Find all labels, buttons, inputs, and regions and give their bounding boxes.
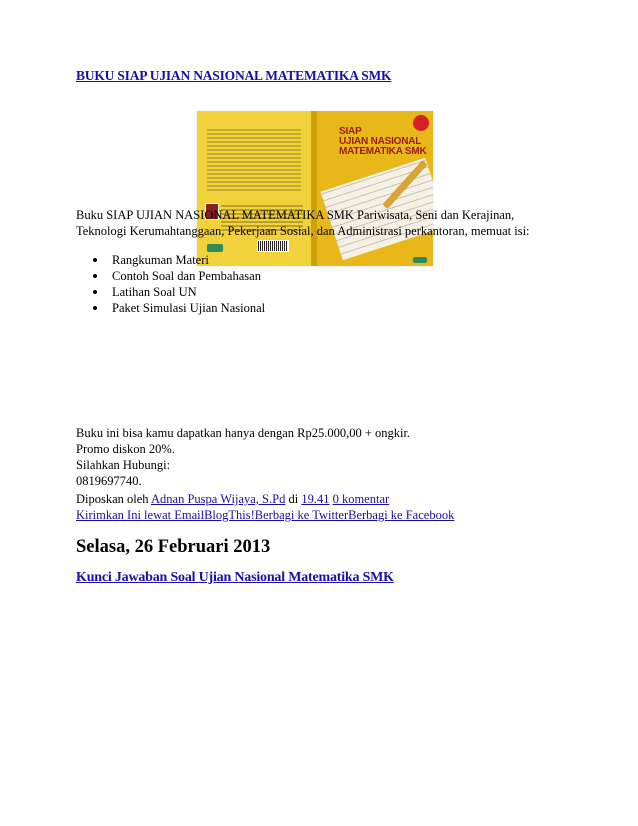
at-label: di xyxy=(288,492,299,506)
contact-phone: 0819697740. xyxy=(76,474,142,488)
bullet-icon xyxy=(93,290,97,294)
timestamp-link[interactable]: 19.41 xyxy=(301,492,330,506)
list-item: Contoh Soal dan Pembahasan xyxy=(76,268,265,284)
cover-title: SIAP UJIAN NASIONAL MATEMATIKA SMK xyxy=(339,126,427,157)
comments-link[interactable]: 0 komentar xyxy=(332,492,390,506)
share-twitter-link[interactable]: Berbagi ke Twitter xyxy=(254,508,349,522)
bullet-icon xyxy=(93,258,97,262)
book-cover-back xyxy=(197,111,311,266)
post-footer xyxy=(76,491,389,507)
date-heading: Selasa, 26 Februari 2013 xyxy=(76,537,271,557)
share-email-link[interactable]: Kirimkan Ini lewat Email xyxy=(76,508,205,522)
share-facebook-link[interactable]: Berbagi ke Facebook xyxy=(348,508,455,522)
price-info xyxy=(76,425,410,489)
list-item: Latihan Soal UN xyxy=(76,284,265,300)
price-line: Buku ini bisa kamu dapatkan hanya dengan Rp25.000,00 + ongkir. xyxy=(76,426,411,440)
post-title-link[interactable]: BUKU SIAP UJIAN NASIONAL MATEMATIKA SMK xyxy=(76,68,392,83)
blogthis-link[interactable]: BlogThis! xyxy=(204,508,255,522)
author-link[interactable]: Adnan Puspa Wijaya, S.Pd xyxy=(151,492,286,506)
bullet-icon xyxy=(93,274,97,278)
book-cover-front xyxy=(317,111,433,266)
publisher-logo xyxy=(413,257,427,263)
share-links xyxy=(76,507,454,523)
book-cover-image xyxy=(197,111,433,266)
list-item: Rangkuman Materi xyxy=(76,252,265,268)
post-title-link[interactable]: Kunci Jawaban Soal Ujian Nasional Matematika SMK xyxy=(76,570,394,585)
bullet-icon xyxy=(93,306,97,310)
posted-by-label: Diposkan oleh xyxy=(76,492,149,506)
feature-list xyxy=(76,252,265,316)
list-item: Paket Simulasi Ujian Nasional xyxy=(76,300,265,316)
promo-line: Promo diskon 20%. xyxy=(76,442,175,456)
contact-label: Silahkan Hubungi: xyxy=(76,458,171,472)
post-description: Buku SIAP UJIAN NASIONAL MATEMATIKA SMK Pariwisata, Seni dan Kerajinan, Teknologi Kerumahtanggaan, Pekerjaan Sosial, dan Administrasi perkantoran, memuat isi: xyxy=(76,208,530,238)
